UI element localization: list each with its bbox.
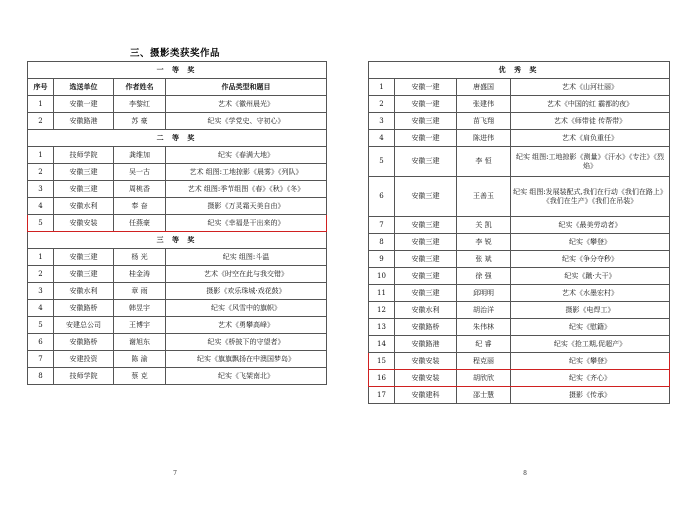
row-unit: 安徽水利 xyxy=(54,198,114,215)
row-author: 关 凯 xyxy=(457,217,511,234)
row-no: 2 xyxy=(369,96,395,113)
row-unit: 安徽三建 xyxy=(54,249,114,266)
row-work: 纪实《慰籍》 xyxy=(511,319,670,336)
row-no: 4 xyxy=(28,300,54,317)
table-row xyxy=(28,164,327,181)
table-row xyxy=(28,198,327,215)
row-work: 纪实《飞架南北》 xyxy=(166,368,327,385)
table-row xyxy=(369,387,670,404)
row-unit: 安徽安装 xyxy=(395,370,457,387)
row-author: 周桃香 xyxy=(114,181,166,198)
row-work: 艺术 组图:工地掠影《晨雾》《列队》 xyxy=(166,164,327,181)
row-author: 胡欣欣 xyxy=(457,370,511,387)
row-unit: 安徽三建 xyxy=(395,177,457,217)
row-work: 摄影《传承》 xyxy=(511,387,670,404)
row-author: 奉 奋 xyxy=(114,198,166,215)
left-awards-table xyxy=(27,61,327,385)
row-no: 5 xyxy=(28,317,54,334)
row-unit: 安徽安装 xyxy=(54,215,114,232)
band-label-first: 一 等 奖 xyxy=(28,62,327,79)
row-no: 5 xyxy=(369,147,395,177)
row-work: 艺术《肩负重任》 xyxy=(511,130,670,147)
row-work: 纪实《攀登》 xyxy=(511,234,670,251)
table-row xyxy=(28,283,327,300)
table-row xyxy=(28,266,327,283)
table-row xyxy=(28,368,327,385)
row-author: 李 锐 xyxy=(457,234,511,251)
row-author: 王善玉 xyxy=(457,177,511,217)
row-no: 4 xyxy=(28,198,54,215)
row-no: 2 xyxy=(28,266,54,283)
row-unit: 安徽一建 xyxy=(54,96,114,113)
row-author: 朱伟林 xyxy=(457,319,511,336)
row-author: 陈 渝 xyxy=(114,351,166,368)
row-work: 纪实《春满大地》 xyxy=(166,147,327,164)
row-unit: 安徽三建 xyxy=(395,234,457,251)
row-author: 苏 豪 xyxy=(114,113,166,130)
band-label-excellence: 优 秀 奖 xyxy=(369,62,670,79)
row-no: 3 xyxy=(369,113,395,130)
band-row-second-prize xyxy=(28,130,327,147)
row-unit: 安徽一建 xyxy=(395,96,457,113)
row-author: 蔡 克 xyxy=(114,368,166,385)
row-work: 纪实《幸福是干出来的》 xyxy=(166,215,327,232)
row-author: 徐 强 xyxy=(457,268,511,285)
row-no: 5 xyxy=(28,215,54,232)
row-no: 13 xyxy=(369,319,395,336)
row-work: 摄影《电焊工》 xyxy=(511,302,670,319)
row-work: 艺术《水墨宏村》 xyxy=(511,285,670,302)
table-row-highlighted xyxy=(28,215,327,232)
band-row-first-prize xyxy=(28,62,327,79)
row-unit: 安徽一建 xyxy=(395,79,457,96)
row-no: 4 xyxy=(369,130,395,147)
header-no: 序号 xyxy=(28,79,54,96)
page-number-left: 7 xyxy=(173,470,177,477)
row-work: 纪实《争分夺秒》 xyxy=(511,251,670,268)
row-unit: 安徽路桥 xyxy=(54,334,114,351)
row-no: 1 xyxy=(369,79,395,96)
page-number-right: 8 xyxy=(523,470,527,477)
band-label-second: 二 等 奖 xyxy=(28,130,327,147)
table-row xyxy=(369,96,670,113)
row-unit: 安徽路桥 xyxy=(54,300,114,317)
table-row xyxy=(28,317,327,334)
row-no: 3 xyxy=(28,181,54,198)
row-author: 吴一古 xyxy=(114,164,166,181)
band-row-excellence xyxy=(369,62,670,79)
row-author: 龚维加 xyxy=(114,147,166,164)
row-work: 纪实 组图:发展装配式,我们在行动《我们在路上》《我们在生产》《我们在吊装》 xyxy=(511,177,670,217)
table-row-highlighted xyxy=(369,353,670,370)
table-row xyxy=(369,319,670,336)
row-work: 纪实 组图:工地掠影《测量》《汗水》《专注》《烈焰》 xyxy=(511,147,670,177)
table-row xyxy=(28,96,327,113)
row-no: 8 xyxy=(369,234,395,251)
table-row xyxy=(369,177,670,217)
row-no: 1 xyxy=(28,249,54,266)
table-row xyxy=(28,181,327,198)
table-row xyxy=(28,113,327,130)
row-work: 摄影《欢乐珠城·戏花鼓》 xyxy=(166,283,327,300)
right-awards-table xyxy=(368,61,670,404)
row-author: 胡治洋 xyxy=(457,302,511,319)
row-author: 桂金涛 xyxy=(114,266,166,283)
row-no: 14 xyxy=(369,336,395,353)
row-no: 1 xyxy=(28,96,54,113)
header-unit: 选送单位 xyxy=(54,79,114,96)
row-author: 张 斌 xyxy=(457,251,511,268)
row-no: 9 xyxy=(369,251,395,268)
row-work: 摄影《万灵霜天美自由》 xyxy=(166,198,327,215)
row-author: 邵士慧 xyxy=(457,387,511,404)
row-no: 6 xyxy=(369,177,395,217)
row-unit: 安徽三建 xyxy=(395,217,457,234)
row-no: 15 xyxy=(369,353,395,370)
table-row xyxy=(28,334,327,351)
table-row xyxy=(28,300,327,317)
header-author: 作者姓名 xyxy=(114,79,166,96)
row-unit: 安徽一建 xyxy=(395,130,457,147)
table-row xyxy=(28,351,327,368)
row-no: 7 xyxy=(369,217,395,234)
row-author: 王博宇 xyxy=(114,317,166,334)
row-work: 艺术《山河壮丽》 xyxy=(511,79,670,96)
page-title: 三、摄影类获奖作品 xyxy=(129,48,220,59)
row-unit: 安徽安装 xyxy=(395,353,457,370)
row-work: 艺术《徽州晨光》 xyxy=(166,96,327,113)
row-author: 谢旭东 xyxy=(114,334,166,351)
row-work: 艺术《师带徒 传帮带》 xyxy=(511,113,670,130)
row-no: 2 xyxy=(28,113,54,130)
row-unit: 安徽三建 xyxy=(395,285,457,302)
row-unit: 安徽三建 xyxy=(54,164,114,181)
row-unit: 安徽建科 xyxy=(395,387,457,404)
row-no: 7 xyxy=(28,351,54,368)
row-no: 17 xyxy=(369,387,395,404)
table-row xyxy=(369,302,670,319)
row-author: 章 雨 xyxy=(114,283,166,300)
row-no: 1 xyxy=(28,147,54,164)
row-work: 艺术《时空在此与我交错》 xyxy=(166,266,327,283)
row-author: 邱明明 xyxy=(457,285,511,302)
row-unit: 安徽三建 xyxy=(395,251,457,268)
row-work: 纪实《风雪中的旗帜》 xyxy=(166,300,327,317)
table-row xyxy=(369,113,670,130)
table-row xyxy=(369,217,670,234)
table-row xyxy=(369,130,670,147)
row-work: 纪实《最美劳动者》 xyxy=(511,217,670,234)
row-work: 纪实《旗旗飘扬在中澳国梦岛》 xyxy=(166,351,327,368)
row-unit: 技师学院 xyxy=(54,368,114,385)
row-author: 李黎红 xyxy=(114,96,166,113)
row-unit: 安建总公司 xyxy=(54,317,114,334)
table-row xyxy=(369,79,670,96)
row-work: 纪实《攀登》 xyxy=(511,353,670,370)
table-row xyxy=(369,336,670,353)
row-work: 纪实《齐心》 xyxy=(511,370,670,387)
table-row xyxy=(369,234,670,251)
row-no: 16 xyxy=(369,370,395,387)
row-work: 艺术《中国的红 霸都的夜》 xyxy=(511,96,670,113)
row-no: 6 xyxy=(28,334,54,351)
row-work: 纪实《蹴·大干》 xyxy=(511,268,670,285)
header-work: 作品类型和题目 xyxy=(166,79,327,96)
row-unit: 安建投资 xyxy=(54,351,114,368)
row-work: 纪实《桥披下的守望者》 xyxy=(166,334,327,351)
row-author: 唐盛国 xyxy=(457,79,511,96)
table-row xyxy=(28,249,327,266)
row-author: 程克丽 xyxy=(457,353,511,370)
table-row xyxy=(28,147,327,164)
row-unit: 安徽三建 xyxy=(54,181,114,198)
row-author: 陈进伟 xyxy=(457,130,511,147)
table-row xyxy=(369,147,670,177)
row-no: 2 xyxy=(28,164,54,181)
band-label-third: 三 等 奖 xyxy=(28,232,327,249)
row-work: 艺术 组图:季节组图《春》《秋》《冬》 xyxy=(166,181,327,198)
row-unit: 安徽路港 xyxy=(54,113,114,130)
row-no: 8 xyxy=(28,368,54,385)
row-author: 张建伟 xyxy=(457,96,511,113)
row-unit: 技师学院 xyxy=(54,147,114,164)
row-author: 苗飞翔 xyxy=(457,113,511,130)
row-work: 纪实《抢工期,促超产》 xyxy=(511,336,670,353)
row-no: 10 xyxy=(369,268,395,285)
row-author: 任燕豪 xyxy=(114,215,166,232)
table-header-row xyxy=(28,79,327,96)
row-unit: 安徽水利 xyxy=(395,302,457,319)
row-author: 杨 光 xyxy=(114,249,166,266)
table-row xyxy=(369,285,670,302)
row-author: 韩昱宇 xyxy=(114,300,166,317)
row-work: 纪实 组图:斗温 xyxy=(166,249,327,266)
row-no: 11 xyxy=(369,285,395,302)
table-row xyxy=(369,251,670,268)
row-author: 李 恒 xyxy=(457,147,511,177)
row-unit: 安徽路港 xyxy=(395,336,457,353)
row-work: 艺术《勇攀高峰》 xyxy=(166,317,327,334)
row-unit: 安徽三建 xyxy=(395,268,457,285)
row-work: 纪实《学党史、守初心》 xyxy=(166,113,327,130)
band-row-third-prize xyxy=(28,232,327,249)
row-unit: 安徽三建 xyxy=(395,147,457,177)
row-unit: 安徽路桥 xyxy=(395,319,457,336)
table-row-highlighted xyxy=(369,370,670,387)
row-no: 12 xyxy=(369,302,395,319)
row-no: 3 xyxy=(28,283,54,300)
row-author: 纪 睿 xyxy=(457,336,511,353)
row-unit: 安徽三建 xyxy=(54,266,114,283)
row-unit: 安徽三建 xyxy=(395,113,457,130)
row-unit: 安徽水利 xyxy=(54,283,114,300)
table-row xyxy=(369,268,670,285)
